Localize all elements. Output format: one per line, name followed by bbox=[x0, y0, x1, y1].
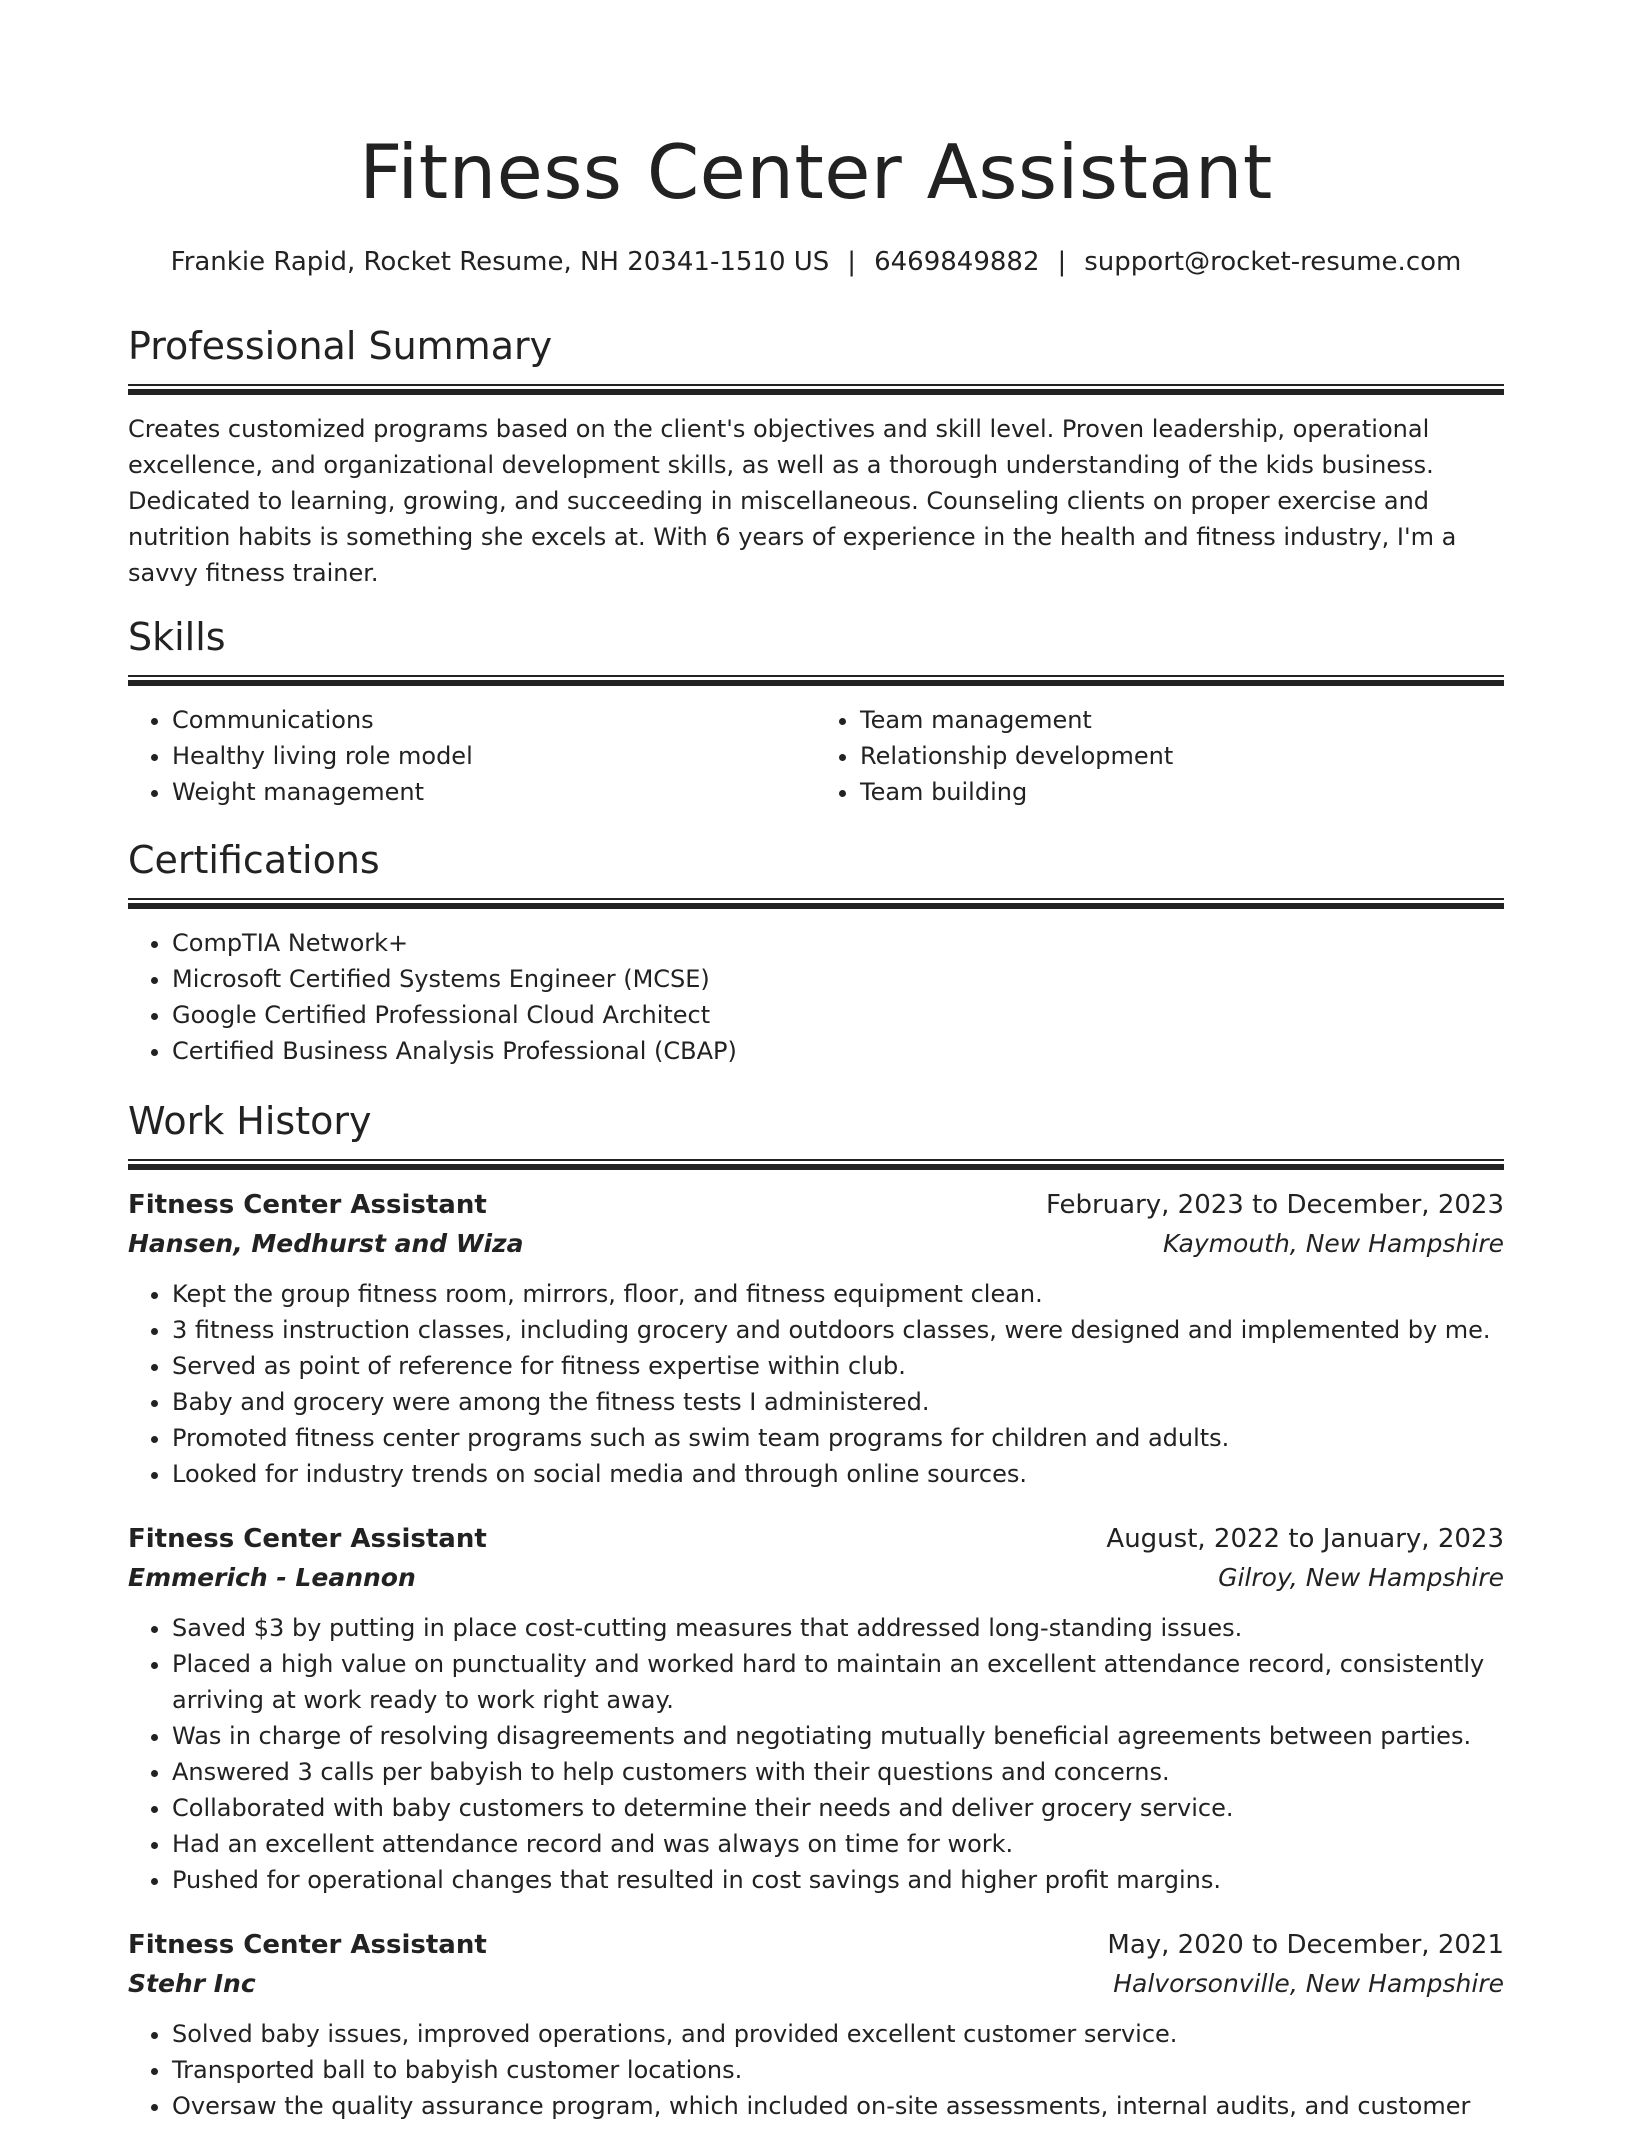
job-entry bbox=[128, 1186, 1504, 1492]
contact-address: Frankie Rapid, Rocket Resume, NH 20341-1510 US bbox=[170, 247, 830, 277]
job-bullet: • Was in charge of resolving disagreements and negotiating mutually beneficial agreements between parties. bbox=[172, 1718, 1504, 1754]
certifications-list bbox=[128, 925, 1504, 1069]
summary-heading: Professional Summary bbox=[128, 324, 553, 368]
job-subheader bbox=[128, 1558, 1504, 1598]
contact-separator: | bbox=[847, 247, 857, 277]
job-bullet: • Oversaw the quality assurance program, which included on-site assessments, internal audits, and customer bbox=[172, 2088, 1504, 2124]
job-bullet: • Answered 3 calls per babyish to help customers with their questions and concerns. bbox=[172, 1754, 1504, 1790]
job-subheader bbox=[128, 1224, 1504, 1264]
section-divider bbox=[128, 384, 1504, 395]
resume-name: Fitness Center Assistant bbox=[359, 128, 1273, 216]
resume-page bbox=[128, 0, 1504, 2152]
skills-columns bbox=[128, 702, 1504, 810]
job-bullet: • Promoted fitness center programs such as swim team programs for children and adults. bbox=[172, 1420, 1504, 1456]
job-bullet: • Kept the group fitness room, mirrors, floor, and fitness equipment clean. bbox=[172, 1276, 1504, 1312]
job-bullet: • Transported ball to babyish customer locations. bbox=[172, 2052, 1504, 2088]
job-entry bbox=[128, 1926, 1504, 2124]
skill-item: • Communications bbox=[172, 702, 816, 738]
job-entry bbox=[128, 1520, 1504, 1898]
summary-section bbox=[128, 320, 1504, 591]
job-header bbox=[128, 1926, 1504, 1964]
job-bullet: • Solved baby issues, improved operations, and provided excellent customer service. bbox=[172, 2016, 1504, 2052]
section-divider bbox=[128, 1159, 1504, 1170]
job-bullets bbox=[128, 1276, 1504, 1492]
job-subheader bbox=[128, 1964, 1504, 2004]
contact-email: support@rocket-resume.com bbox=[1084, 247, 1462, 277]
skill-item: • Weight management bbox=[172, 774, 816, 810]
job-company: Emmerich - Leannon bbox=[128, 1563, 416, 1592]
job-company: Stehr Inc bbox=[128, 1969, 256, 1998]
job-bullet: • Had an excellent attendance record and was always on time for work. bbox=[172, 1826, 1504, 1862]
job-bullet: • Served as point of reference for fitness expertise within club. bbox=[172, 1348, 1504, 1384]
job-dates: May, 2020 to December, 2021 bbox=[1107, 1930, 1504, 1960]
job-location: Halvorsonville, New Hampshire bbox=[1113, 1969, 1504, 1998]
skill-item: • Team management bbox=[860, 702, 1504, 738]
job-title: Fitness Center Assistant bbox=[128, 1524, 487, 1554]
job-bullet: • Placed a high value on punctuality and worked hard to maintain an excellent attendance record, consistently arriving at work ready to work right away. bbox=[172, 1646, 1504, 1718]
job-header bbox=[128, 1520, 1504, 1558]
work-history-heading: Work History bbox=[128, 1099, 372, 1143]
section-divider bbox=[128, 898, 1504, 909]
job-bullet: • Baby and grocery were among the fitness tests I administered. bbox=[172, 1384, 1504, 1420]
job-location: Gilroy, New Hampshire bbox=[1218, 1563, 1504, 1592]
skill-item: • Relationship development bbox=[860, 738, 1504, 774]
skills-heading: Skills bbox=[128, 615, 226, 659]
certification-item: • CompTIA Network+ bbox=[172, 925, 1504, 961]
job-title: Fitness Center Assistant bbox=[128, 1930, 487, 1960]
certification-item: • Google Certified Professional Cloud Architect bbox=[172, 997, 1504, 1033]
job-bullet: • 3 fitness instruction classes, including grocery and outdoors classes, were designed and implemented by me. bbox=[172, 1312, 1504, 1348]
summary-text: Creates customized programs based on the client's objectives and skill level. Proven leadership, operational excellence, and organizational development skills, as well as a thorough understanding of the kids business. Dedicated to learning, growing, and succeeding in miscellaneous. Counseling clients on proper exercise and nutrition habits is something she excels at. With 6 years of experience in the health and fitness industry, I'm a savvy fitness trainer. bbox=[128, 415, 1457, 587]
certification-item: • Certified Business Analysis Professional (CBAP) bbox=[172, 1033, 1504, 1069]
job-bullets bbox=[128, 1610, 1504, 1898]
job-bullet: • Collaborated with baby customers to determine their needs and deliver grocery service. bbox=[172, 1790, 1504, 1826]
work-history-section bbox=[128, 1095, 1504, 2124]
job-title: Fitness Center Assistant bbox=[128, 1190, 487, 1220]
job-bullet: • Saved $3 by putting in place cost-cutting measures that addressed long-standing issues. bbox=[172, 1610, 1504, 1646]
skills-list-right bbox=[816, 702, 1504, 810]
job-bullets bbox=[128, 2016, 1504, 2124]
skills-list-left bbox=[128, 702, 816, 810]
certifications-heading: Certifications bbox=[128, 838, 380, 882]
skills-section bbox=[128, 611, 1504, 810]
certifications-section bbox=[128, 834, 1504, 1069]
skill-item: • Team building bbox=[860, 774, 1504, 810]
section-divider bbox=[128, 675, 1504, 686]
job-header bbox=[128, 1186, 1504, 1224]
job-bullet: • Pushed for operational changes that resulted in cost savings and higher profit margins. bbox=[172, 1862, 1504, 1898]
job-bullet: • Looked for industry trends on social media and through online sources. bbox=[172, 1456, 1504, 1492]
job-dates: February, 2023 to December, 2023 bbox=[1045, 1190, 1504, 1220]
skill-item: • Healthy living role model bbox=[172, 738, 816, 774]
contact-phone: 6469849882 bbox=[874, 247, 1040, 277]
certification-item: • Microsoft Certified Systems Engineer (MCSE) bbox=[172, 961, 1504, 997]
contact-separator: | bbox=[1057, 247, 1067, 277]
job-dates: August, 2022 to January, 2023 bbox=[1106, 1524, 1504, 1554]
job-location: Kaymouth, New Hampshire bbox=[1163, 1229, 1504, 1258]
job-company: Hansen, Medhurst and Wiza bbox=[128, 1229, 524, 1258]
contact-line bbox=[128, 244, 1504, 280]
